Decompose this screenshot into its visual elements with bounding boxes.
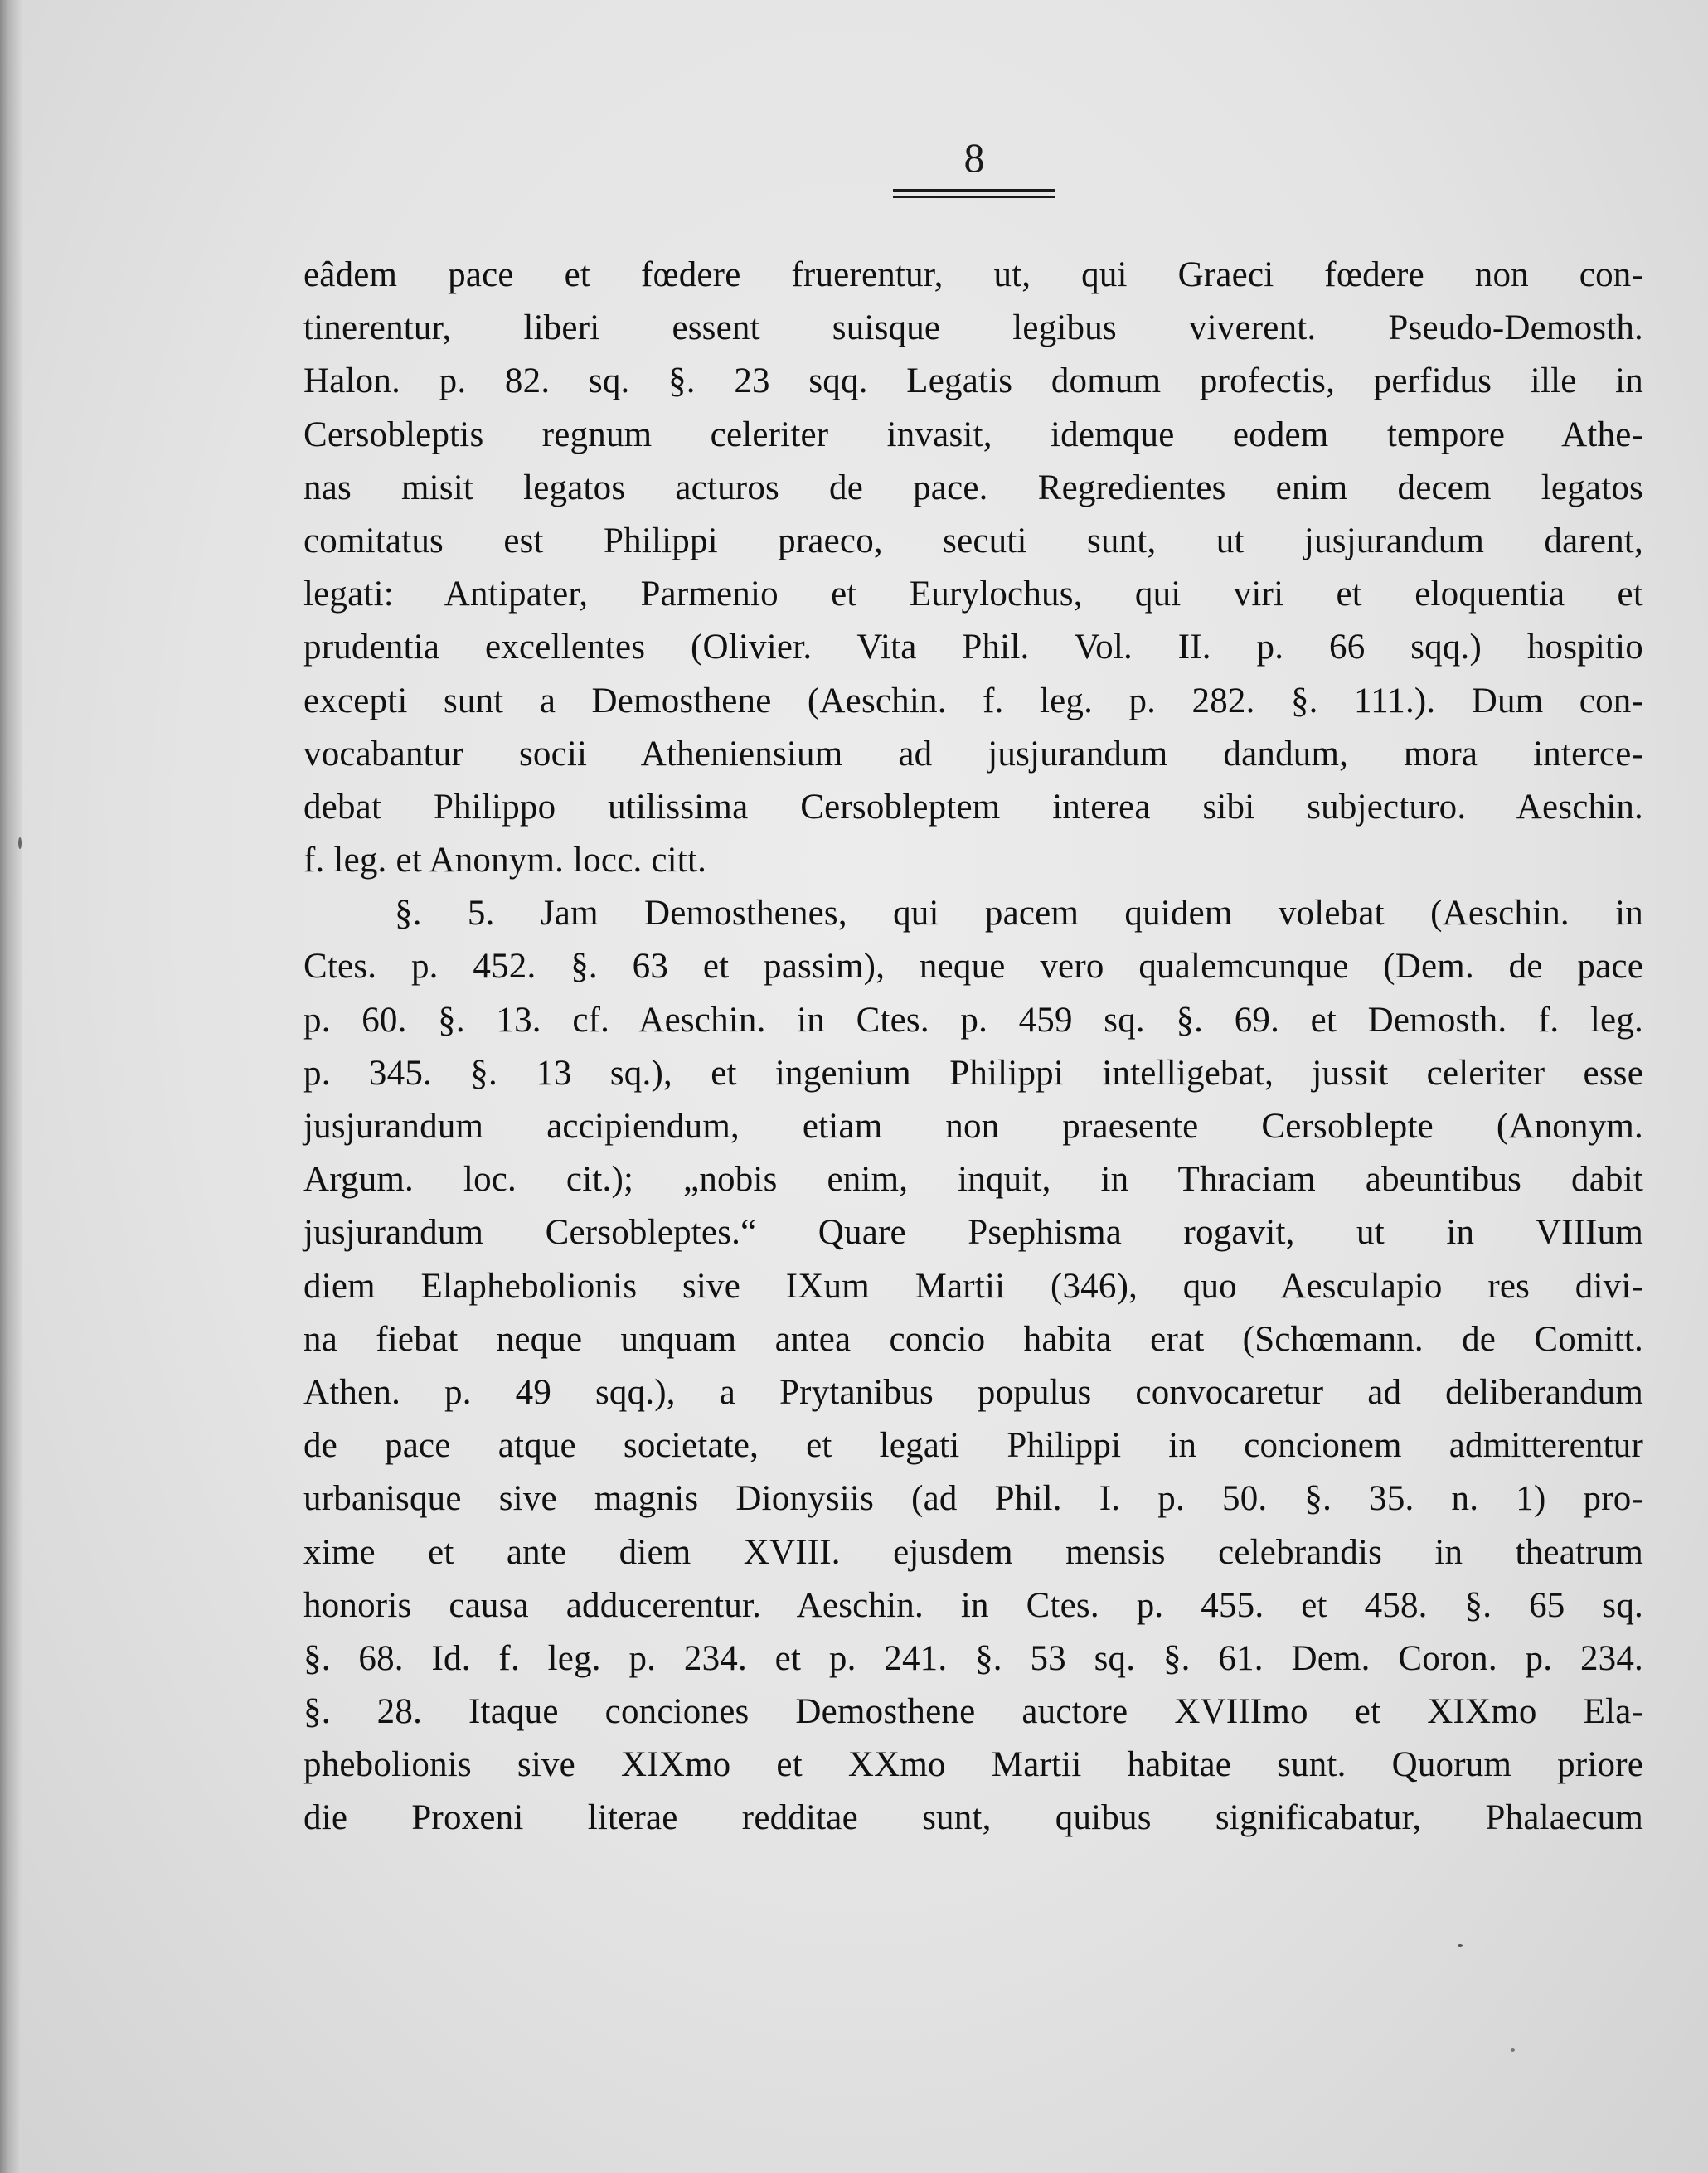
- text-line: jusjurandum Cersobleptes.“ Quare Psephisma rogavit, ut in VIIIum: [303, 1213, 1643, 1253]
- text-line: §. 68. Id. f. leg. p. 234. et p. 241. §. 53 sq. §. 61. Dem. Coron. p. 234.: [303, 1638, 1643, 1678]
- paper-speck: [18, 837, 22, 849]
- text-line: §. 28. Itaque conciones Demosthene auctore XVIIImo et XIXmo Ela-: [303, 1692, 1643, 1732]
- text-line: prudentia excellentes (Olivier. Vita Phil. Vol. II. p. 66 sqq.) hospitio: [303, 628, 1643, 667]
- text-line: de pace atque societate, et legati Philippi in concionem admitterentur: [303, 1426, 1643, 1466]
- text-line: na fiebat neque unquam antea concio habita erat (Schœmann. de Comitt.: [303, 1319, 1643, 1359]
- text-line: die Proxeni literae redditae sunt, quibus significabatur, Phalaecum: [303, 1798, 1643, 1838]
- text-line: nas misit legatos acturos de pace. Regredientes enim decem legatos: [303, 468, 1643, 507]
- text-line: honoris causa adducerentur. Aeschin. in Ctes. p. 455. et 458. §. 65 sq.: [303, 1585, 1643, 1625]
- text-line: urbanisque sive magnis Dionysiis (ad Phil. I. p. 50. §. 35. n. 1) pro-: [303, 1479, 1643, 1519]
- text-line: phebolionis sive XIXmo et XXmo Martii habitae sunt. Quorum priore: [303, 1745, 1643, 1785]
- text-line: Athen. p. 49 sqq.), a Prytanibus populus convocaretur ad deliberandum: [303, 1372, 1643, 1412]
- text-line: Ctes. p. 452. §. 63 et passim), neque vero qualemcunque (Dem. de pace: [303, 947, 1643, 987]
- paper-speck: [1511, 2048, 1515, 2052]
- text-line: vocabantur socii Atheniensium ad jusjurandum dandum, mora interce-: [303, 734, 1643, 774]
- paper-speck: [1458, 1944, 1463, 1947]
- text-line: tinerentur, liberi essent suisque legibus viverent. Pseudo-Demosth.: [303, 308, 1643, 348]
- text-line: xime et ante diem XVIII. ejusdem mensis celebrandis in theatrum: [303, 1532, 1643, 1572]
- text-line: Halon. p. 82. sq. §. 23 sqq. Legatis domum profectis, perfidus ille in: [303, 361, 1643, 401]
- text-line: excepti sunt a Demosthene (Aeschin. f. leg. p. 282. §. 111.). Dum con-: [303, 681, 1643, 720]
- text-line: legati: Antipater, Parmenio et Eurylochus, qui viri et eloquentia et: [303, 575, 1643, 614]
- text-line: jusjurandum accipiendum, etiam non praesente Cersoblepte (Anonym.: [303, 1107, 1643, 1146]
- text-line: comitatus est Philippi praeco, secuti sunt, ut jusjurandum darent,: [303, 521, 1643, 560]
- text-line: p. 345. §. 13 sq.), et ingenium Philippi intelligebat, jussit celeriter esse: [303, 1053, 1643, 1093]
- text-line: debat Philippo utilissima Cersobleptem interea sibi subjecturo. Aeschin.: [303, 787, 1643, 827]
- page-number: 8: [963, 134, 985, 181]
- page-binding-edge: [0, 0, 22, 2173]
- text-line: p. 60. §. 13. cf. Aeschin. in Ctes. p. 459 sq. §. 69. et Demosth. f. leg.: [303, 1000, 1643, 1040]
- header-rule-secondary: [893, 196, 1055, 198]
- text-line: f. leg. et Anonym. locc. citt.: [303, 841, 707, 880]
- text-line: diem Elaphebolionis sive IXum Martii (346), quo Aesculapio res divi-: [303, 1266, 1643, 1306]
- header-rule: [893, 189, 1055, 192]
- body-text: [303, 249, 1643, 1846]
- text-line: Argum. loc. cit.); „nobis enim, inquit, in Thraciam abeuntibus dabit: [303, 1160, 1643, 1200]
- text-line: Cersobleptis regnum celeriter invasit, idemque eodem tempore Athe-: [303, 415, 1643, 454]
- section-heading-line: §. 5. Jam Demosthenes, qui pacem quidem volebat (Aeschin. in: [395, 894, 1643, 934]
- text-line: eâdem pace et fœdere fruerentur, ut, qui Graeci fœdere non con-: [303, 255, 1643, 294]
